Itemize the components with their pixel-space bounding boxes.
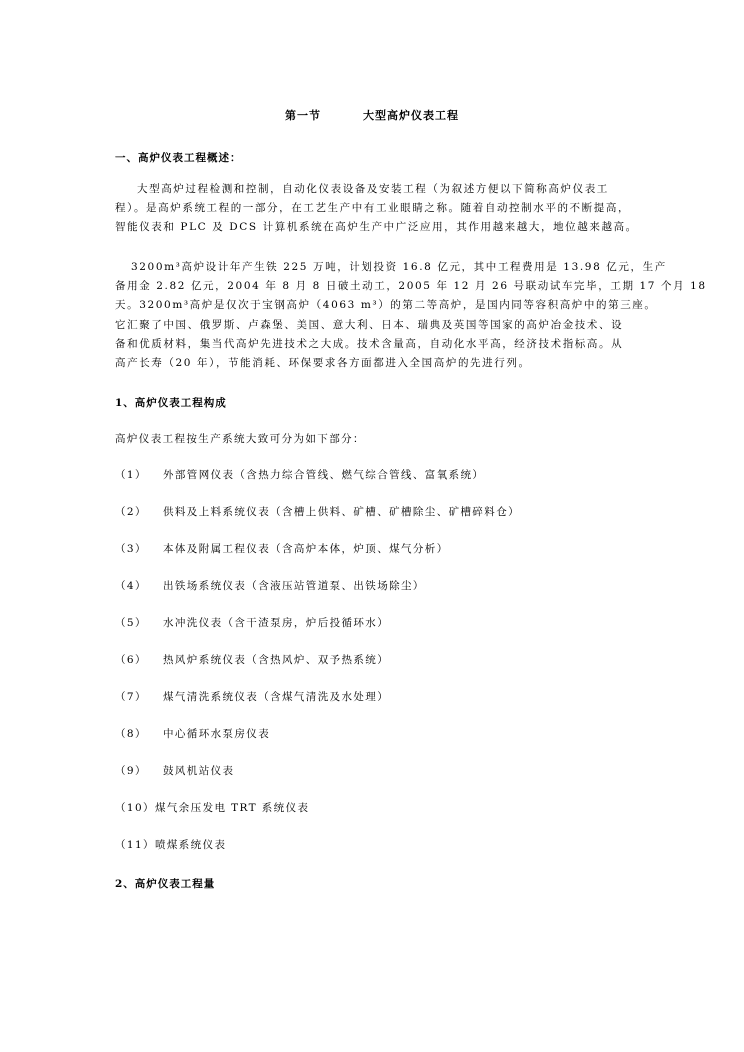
list-item-number: （5） xyxy=(115,617,147,629)
list-item-text: 热风炉系统仪表（含热风炉、双予热系统） xyxy=(163,654,390,666)
list-item-text: 外部管网仪表（含热力综合管线、燃气综合管线、富氧系统） xyxy=(163,469,485,481)
section-heading-overview: 一、高炉仪表工程概述： xyxy=(115,152,242,164)
list-item-number: （10） xyxy=(115,802,155,814)
list-item-number: （7） xyxy=(115,691,147,703)
subsection-heading-composition: 1、高炉仪表工程构成 xyxy=(115,397,227,409)
list-item xyxy=(115,763,234,778)
paragraph-project-facts xyxy=(115,258,707,373)
list-item-text: 鼓风机站仪表 xyxy=(163,765,235,777)
paragraph-line: 高产长寿（20 年），节能消耗、环保要求各方面都进入全国高炉的先进行列。 xyxy=(115,357,531,370)
paragraph-line: 大型高炉过程检测和控制，自动化仪表设备及安装工程（为叙述方便以下简称高炉仪表工 xyxy=(137,183,609,195)
list-item-text: 中心循环水泵房仪表 xyxy=(163,728,271,740)
list-item xyxy=(115,467,484,482)
list-item-number: （4） xyxy=(115,580,147,592)
list-item-number: （6） xyxy=(115,654,147,666)
section-number: 第一节 xyxy=(285,109,321,122)
composition-intro: 高炉仪表工程按生产系统大致可分为如下部分： xyxy=(115,433,365,445)
paragraph-line: 智能仪表和 PLC 及 DCS 计算机系统在高炉生产中广泛应用，其作用越来越大，地位越来越高。 xyxy=(115,221,638,234)
list-item xyxy=(115,615,389,630)
list-item xyxy=(115,837,226,852)
list-item-text: 煤气清洗系统仪表（含煤气清洗及水处理） xyxy=(163,691,390,703)
list-item-text: 供料及上料系统仪表（含槽上供料、矿槽、矿槽除尘、矿槽碎料仓） xyxy=(163,506,520,518)
list-item xyxy=(115,689,389,704)
paragraph-line: 天。3200m³高炉是仅次于宝钢高炉（4063 m³）的第二等高炉，是国内同等容积高炉中的第三座。 xyxy=(115,299,657,312)
paragraph-line: 3200m³高炉设计年产生铁 225 万吨，计划投资 16.8 亿元，其中工程费用是 13.98 亿元，生产 xyxy=(131,261,667,273)
list-item-text: 煤气余压发电 TRT 系统仪表 xyxy=(154,802,310,814)
list-item xyxy=(115,726,270,741)
list-item-number: （1） xyxy=(115,469,147,481)
list-item-text: 出铁场系统仪表（含液压站管道泵、出铁场除尘） xyxy=(163,580,425,592)
paragraph-line: 程）。是高炉系统工程的一部分，在工艺生产中有工业眼睛之称。随着自动控制水平的不断提高， xyxy=(115,202,631,215)
paragraph-intro xyxy=(115,180,640,238)
list-item-text: 喷煤系统仪表 xyxy=(154,839,227,851)
list-item xyxy=(115,541,449,556)
list-item-number: （11） xyxy=(115,839,155,851)
list-item xyxy=(115,652,389,667)
list-item-text: 水冲洗仪表（含干渣泵房，炉后投循环水） xyxy=(163,617,390,629)
subsection-heading-quantity: 2、高炉仪表工程量 xyxy=(115,878,216,890)
section-title: 大型高炉仪表工程 xyxy=(363,109,459,122)
list-item-number: （3） xyxy=(115,543,147,555)
list-item xyxy=(115,578,425,593)
list-item-number: （2） xyxy=(115,506,147,518)
paragraph-line: 备用金 2.82 亿元，2004 年 8 月 8 日破土动工，2005 年 12 月 26 号联动试车完毕，工期 17 个月 18 xyxy=(115,280,707,293)
list-item xyxy=(115,504,520,519)
list-item-text: 本体及附属工程仪表（含高炉本体，炉顶、煤气分析） xyxy=(163,543,449,555)
page-title xyxy=(0,107,744,123)
list-item-number: （9） xyxy=(115,765,147,777)
list-item-number: （8） xyxy=(115,728,147,740)
paragraph-line: 它汇聚了中国、俄罗斯、卢森堡、美国、意大利、日本、瑞典及英国等国家的高炉冶金技术、设 xyxy=(115,318,624,331)
list-item xyxy=(115,800,309,815)
paragraph-line: 备和优质材料，集当代高炉先进技术之大成。技术含量高，自动化水平高，经济技术指标高。从 xyxy=(115,337,624,350)
